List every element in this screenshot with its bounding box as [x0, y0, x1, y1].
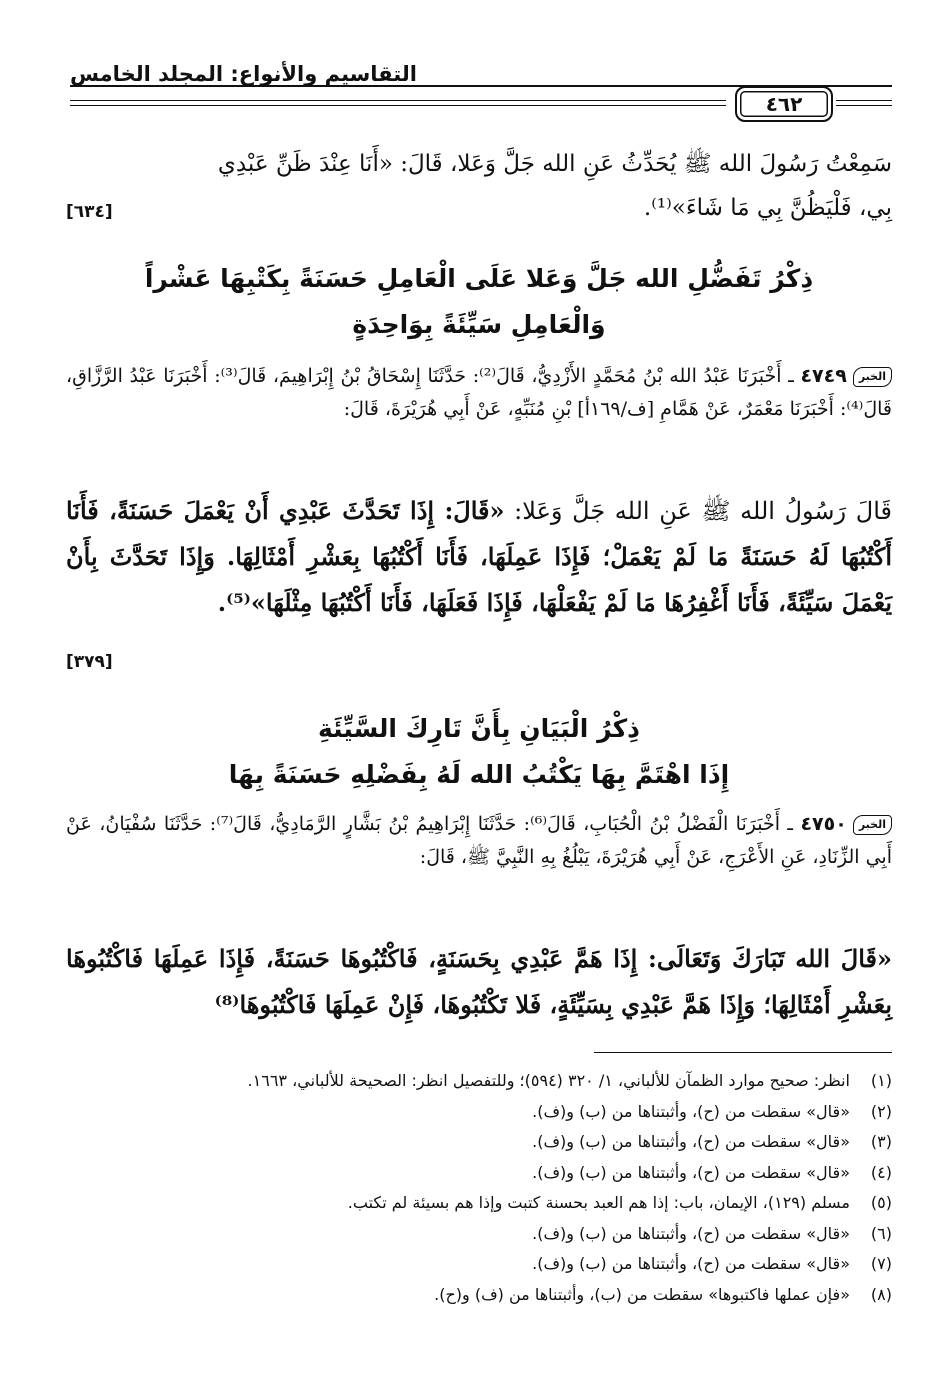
footnote — [66, 1280, 892, 1311]
footnote-number: (٤) — [870, 1162, 892, 1182]
header-double-rule-right — [836, 100, 892, 106]
khabar-badge-icon: الخبر — [853, 815, 892, 835]
footnote-text: «قال» سقطت من (ح)، وأثبتناها من (ب) و(ف). — [532, 1223, 850, 1243]
footnote — [66, 1066, 892, 1097]
footnote — [66, 1249, 892, 1280]
section-heading-line-1: ذِكْرُ تَفَضُّلِ الله جَلَّ وَعَلا عَلَى الْعَامِلِ حَسَنَةً بِكَتْبِهَا عَشْراً — [144, 264, 814, 293]
matn-intro: قَالَ رَسُولُ الله ﷺ عَنِ الله جَلَّ وَعَلا: — [504, 497, 892, 525]
khabar-badge-icon: الخبر — [853, 367, 892, 387]
hadith-number: ٤٧٤٩ — [800, 365, 847, 387]
matn-paragraph — [66, 488, 892, 626]
footnote — [66, 1158, 892, 1189]
footnote-number: (٨) — [870, 1284, 892, 1304]
matn-text: «قَالَ: إِذَا تَحَدَّثَ عَبْدِي أَنْ يَعْمَلَ حَسَنَةً، فَأَنَا أَكْتُبُهَا لَهُ حَسَنَةً مَا لَمْ يَعْمَلْ؛ فَإِذَا عَمِلَهَا، فَأَنَا أَكْتُبُهَا بِعَشْرِ أَمْثَالِهَا. وَإِذَا تَحَدَّثَ بِأَنْ يَعْمَلَ سَيِّئَةً، فَأَنَا أَغْفِرُهَا مَا لَمْ يَفْعَلْهَا، فَإِذَا فَعَلَهَا، فَأَنَا أَكْتُبُهَا مِثْلَهَا»⁽⁵⁾. — [66, 496, 892, 617]
footnote-text: «فإن عملها فاكتبوها» سقطت من (ب)، وأثبتناها من (ف) و(ح). — [434, 1284, 850, 1304]
footnote-number: (١) — [870, 1071, 892, 1090]
footnote — [66, 1188, 892, 1219]
isnad-paragraph — [66, 808, 892, 874]
footnote-text: انظر: صحيح موارد الظمآن للألباني، ١/ ٣٢٠ (٥٩٤)؛ وللتفصيل انظر: الصحيحة للألباني، ١٦٦٣. — [247, 1071, 850, 1090]
footnote-number: (٧) — [870, 1254, 892, 1273]
footnote-number: (٥) — [870, 1193, 892, 1212]
footnotes — [66, 1066, 892, 1310]
footnote-separator — [594, 1052, 892, 1053]
isnad-paragraph — [66, 360, 892, 426]
section-heading-line-1: ذِكْرُ الْبَيَانِ بِأَنَّ تَارِكَ السَّيِّئَةِ — [318, 714, 640, 743]
matn-paragraph — [66, 936, 892, 1028]
section-heading-line-2: وَالْعَامِلِ سَيِّئَةً بِوَاحِدَةٍ — [352, 310, 606, 339]
page-number: ٤٦٢ — [735, 86, 833, 122]
intro-paragraph — [66, 142, 892, 230]
footnote — [66, 1097, 892, 1128]
running-header-title: التقاسيم والأنواع: المجلد الخامس — [70, 62, 417, 86]
footnote-text: مسلم (١٢٩)، الإيمان، باب: إذا هم العبد بحسنة كتبت وإذا هم بسيئة لم تكتب. — [347, 1193, 850, 1212]
footnote-text: «قال» سقطت من (ح)، وأثبتناها من (ب) و(ف). — [532, 1254, 850, 1273]
footnote-number: (٢) — [870, 1101, 892, 1121]
intro-line-1: سَمِعْتُ رَسُولَ الله ﷺ يُحَدِّثُ عَنِ الله جَلَّ وَعَلا، قَالَ: «أَنَا عِنْدَ ظَنِّ عَبْدِي — [217, 151, 892, 177]
footnote-text: «قال» سقطت من (ح)، وأثبتناها من (ب) و(ف). — [532, 1162, 850, 1182]
header-double-rule-left — [70, 100, 726, 106]
footnote-number: (٣) — [870, 1132, 892, 1151]
section-heading — [66, 706, 892, 798]
hadith-reference: [٣٧٩] — [66, 652, 113, 672]
hadith-reference: [٦٣٤] — [66, 202, 113, 222]
footnote-text: «قال» سقطت من (ح)، وأثبتناها من (ب) و(ف). — [532, 1101, 850, 1121]
footnote-text: «قال» سقطت من (ح)، وأثبتناها من (ب) و(ف). — [532, 1132, 850, 1151]
footnote — [66, 1219, 892, 1250]
isnad-text: ـ أَخْبَرَنَا الْفَضْلُ بْنُ الْحُبَابِ، قَالَ⁽⁶⁾: حَدَّثَنَا إِبْرَاهِيمُ بْنُ بَشَّارٍ الرَّمَادِيُّ، قَالَ⁽⁷⁾: حَدَّثَنَا سُفْيَانُ، عَنْ أَبِي الزِّنَادِ، عَنِ الأَعْرَجِ، عَنْ أَبِي هُرَيْرَةَ، يَبْلُغُ بِهِ النَّبِيَّ ﷺ، قَالَ: — [66, 813, 892, 868]
section-heading — [66, 256, 892, 348]
section-heading-line-2: إِذَا اهْتَمَّ بِهَا يَكْتُبُ الله لَهُ بِفَضْلِهِ حَسَنَةً بِهَا — [228, 760, 730, 789]
footnote — [66, 1127, 892, 1158]
footnote-number: (٦) — [870, 1223, 892, 1243]
intro-line-2: بِي، فَلْيَظُنَّ بِي مَا شَاءَ»⁽¹⁾. — [643, 195, 892, 221]
isnad-text: ـ أَخْبَرَنَا عَبْدُ الله بْنُ مُحَمَّدٍ الأَزْدِيُّ، قَالَ⁽²⁾: حَدَّثَنَا إِسْحَاقُ بْنُ إِبْرَاهِيمَ، قَالَ⁽³⁾: أَخْبَرَنَا عَبْدُ الرَّزَّاقِ، قَالَ⁽⁴⁾: أَخْبَرَنَا مَعْمَرٌ، عَنْ هَمَّامِ [ف/١٦٩أ] بْنِ مُنَبِّهٍ، عَنْ أَبِي هُرَيْرَةَ، قَالَ: — [66, 365, 892, 420]
hadith-number: ٤٧٥٠ — [800, 813, 847, 835]
matn-text: «قَالَ الله تَبَارَكَ وَتَعَالَى: إِذَا هَمَّ عَبْدِي بِحَسَنَةٍ، فَاكْتُبُوهَا حَسَنَةً، فَإِذَا عَمِلَهَا فَاكْتُبُوهَا بِعَشْرِ أَمْثَالِهَا؛ وَإِذَا هَمَّ عَبْدِي بِسَيِّئَةٍ، فَلا تَكْتُبُوهَا، فَإِنْ عَمِلَهَا فَاكْتُبُوهَا⁽⁸⁾ — [66, 944, 892, 1019]
